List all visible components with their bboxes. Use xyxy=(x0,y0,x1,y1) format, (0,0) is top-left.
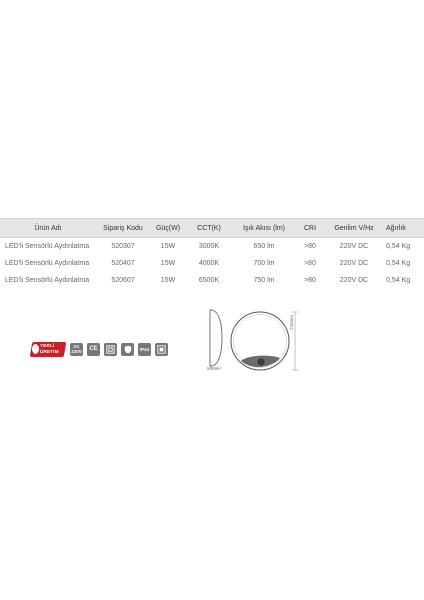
cell-cri: >80 xyxy=(304,243,316,250)
table-header-row xyxy=(0,219,424,238)
cell-cri: >80 xyxy=(304,277,316,284)
cell-cct: 3000K xyxy=(198,243,220,250)
cell-urun-adi: LED'li Sensörlü Aydınlatma xyxy=(5,243,90,250)
cell-siparis-kodu: 520607 xyxy=(111,277,135,284)
frame-icon xyxy=(157,345,166,354)
depth-dimension-label: 50mm xyxy=(207,366,220,371)
recessed-badge xyxy=(155,343,168,356)
cell-guc: 15W xyxy=(160,260,176,267)
class-ii-badge xyxy=(104,343,117,356)
cell-agirlik: 0,54 Kg xyxy=(386,260,411,267)
uretim-line: ÜRETİM xyxy=(40,349,59,354)
ip44-badge xyxy=(138,343,151,356)
cell-siparis-kodu: 520407 xyxy=(111,260,135,267)
double-square-icon xyxy=(106,345,115,354)
header-siparis-kodu: Sipariş Kodu xyxy=(103,224,143,232)
table-row xyxy=(0,255,424,272)
cell-cct: 4000K xyxy=(198,260,220,267)
header-agirlik: Ağırlık xyxy=(386,224,406,232)
cell-guc: 15W xyxy=(160,277,176,284)
cell-isik-akisi: 700 lm xyxy=(253,260,275,267)
cell-isik-akisi: 650 lm xyxy=(253,243,275,250)
table-row xyxy=(0,272,424,289)
fixture-technical-drawing xyxy=(200,300,310,385)
header-cri: CRI xyxy=(303,224,317,232)
header-urun-adi: Ürün Adı xyxy=(34,224,62,232)
certification-badges xyxy=(28,338,168,360)
yerli-line: YERLİ xyxy=(40,343,55,348)
cell-siparis-kodu: 520307 xyxy=(111,243,135,250)
ce-label: CE xyxy=(89,345,98,352)
cell-gerilim: 220V DC xyxy=(339,243,369,250)
cell-guc: 15W xyxy=(160,243,176,250)
yerli-uretim-text xyxy=(40,343,59,355)
header-isik-akisi: Işık Akısı (lm) xyxy=(243,224,285,232)
header-gerilim: Gerilim V/Hz xyxy=(334,224,374,232)
spec-table xyxy=(0,218,424,289)
side-view-shape xyxy=(210,310,222,366)
cell-urun-adi: LED'li Sensörlü Aydınlatma xyxy=(5,277,90,284)
table-row xyxy=(0,238,424,256)
cell-agirlik: 0,54 Kg xyxy=(386,277,411,284)
motion-sensor-icon xyxy=(257,358,265,366)
cell-cri: >80 xyxy=(304,260,316,267)
header-cct: CCT(K) xyxy=(197,224,221,232)
ce-badge xyxy=(87,343,100,356)
cell-urun-adi: LED'li Sensörlü Aydınlatma xyxy=(5,260,90,267)
cell-isik-akisi: 750 lm xyxy=(253,277,275,284)
cell-gerilim: 220V DC xyxy=(339,260,369,267)
ip-label: IP44 xyxy=(139,346,150,352)
protection-badge xyxy=(121,343,134,356)
shield-icon xyxy=(124,345,132,354)
yerli-uretim-badge xyxy=(28,338,66,360)
cell-cct: 6500K xyxy=(198,277,220,284)
header-guc: Güç(W) xyxy=(155,224,181,232)
flag-icon xyxy=(32,344,39,354)
ac-220v-badge xyxy=(70,343,83,356)
ac-label: AC xyxy=(73,344,80,349)
height-dimension-label: 230mm xyxy=(289,314,294,330)
cell-gerilim: 220V DC xyxy=(339,277,369,284)
voltage-label: 220V xyxy=(71,349,82,354)
cell-agirlik: 0,54 Kg xyxy=(386,243,411,250)
